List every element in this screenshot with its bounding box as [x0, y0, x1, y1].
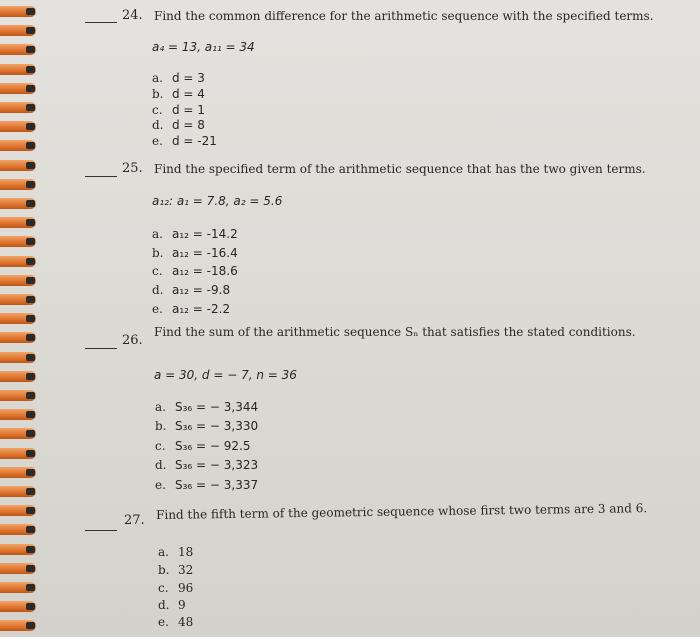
- binding-hole: [26, 526, 35, 533]
- binding-hole: [26, 181, 35, 188]
- question-24-option-e[interactable]: [152, 134, 217, 148]
- option-letter: c.: [155, 439, 166, 453]
- question-26-option-e[interactable]: [155, 478, 258, 492]
- binding-hole: [26, 373, 35, 380]
- option-value: a₁₂ = -16.4: [172, 246, 238, 260]
- question-24-option-c[interactable]: [152, 103, 205, 117]
- question-27-text: Find the fifth term of the geometric sequence whose first two terms are 3 and 6.: [156, 501, 648, 522]
- question-25-option-d[interactable]: [152, 283, 230, 297]
- binding-hole: [26, 277, 35, 284]
- answer-blank-26[interactable]: [85, 348, 117, 349]
- option-letter: c.: [152, 103, 163, 117]
- question-26-given: a = 30, d = − 7, n = 36: [154, 368, 297, 382]
- question-26-number: 26.: [122, 333, 143, 348]
- spiral-binding: [0, 0, 42, 637]
- binding-hole: [26, 142, 35, 149]
- option-value: S₃₆ = − 3,323: [175, 458, 259, 472]
- option-value: S₃₆ = − 3,344: [175, 400, 259, 414]
- option-value: d = 3: [172, 71, 205, 85]
- binding-hole: [26, 315, 35, 322]
- binding-hole: [26, 354, 35, 361]
- question-25-option-e[interactable]: [152, 302, 230, 316]
- question-24-option-b[interactable]: [152, 87, 205, 101]
- binding-hole: [26, 8, 35, 15]
- answer-blank-25[interactable]: [85, 176, 117, 177]
- binding-hole: [26, 296, 35, 303]
- question-26-option-c[interactable]: [155, 439, 251, 453]
- option-letter: a.: [152, 71, 163, 85]
- option-letter: e.: [152, 134, 163, 148]
- question-27-option-d[interactable]: [158, 598, 186, 612]
- question-27-option-a[interactable]: [158, 545, 193, 559]
- option-value: a₁₂ = -9.8: [172, 283, 231, 297]
- question-24-given: a₄ = 13, a₁₁ = 34: [152, 40, 255, 54]
- option-letter: d.: [152, 283, 164, 297]
- question-27-option-b[interactable]: [158, 563, 193, 577]
- binding-hole: [26, 123, 35, 130]
- binding-hole: [26, 430, 35, 437]
- binding-hole: [26, 66, 35, 73]
- question-24-text: Find the common difference for the arithmetic sequence with the specified terms.: [154, 9, 654, 23]
- binding-hole: [26, 219, 35, 226]
- option-letter: b.: [158, 563, 170, 577]
- option-letter: e.: [152, 302, 163, 316]
- option-letter: a.: [155, 400, 166, 414]
- binding-hole: [26, 27, 35, 34]
- binding-hole: [26, 392, 35, 399]
- option-value: d = 4: [172, 87, 205, 101]
- binding-hole: [26, 85, 35, 92]
- question-26-option-a[interactable]: [155, 400, 258, 414]
- binding-hole: [26, 450, 35, 457]
- option-value: S₃₆ = − 3,330: [175, 419, 259, 433]
- question-25-number: 25.: [122, 161, 143, 176]
- option-value: a₁₂ = -18.6: [172, 264, 238, 278]
- question-27-option-c[interactable]: [158, 581, 193, 595]
- option-value: 48: [178, 615, 194, 629]
- option-letter: d.: [155, 458, 167, 472]
- binding-hole: [26, 603, 35, 610]
- option-letter: d.: [158, 598, 170, 612]
- binding-hole: [26, 488, 35, 495]
- binding-hole: [26, 469, 35, 476]
- binding-hole: [26, 565, 35, 572]
- option-letter: a.: [158, 545, 169, 559]
- answer-blank-27[interactable]: [85, 530, 117, 531]
- question-25-text: Find the specified term of the arithmetic sequence that has the two given terms.: [154, 162, 646, 176]
- question-26-text: Find the sum of the arithmetic sequence Sₙ that satisfies the stated conditions.: [154, 325, 636, 339]
- option-value: a₁₂ = -14.2: [172, 227, 238, 241]
- binding-hole: [26, 622, 35, 629]
- option-letter: c.: [158, 581, 169, 595]
- binding-hole: [26, 46, 35, 53]
- option-value: 9: [178, 598, 186, 612]
- binding-hole: [26, 200, 35, 207]
- binding-hole: [26, 546, 35, 553]
- option-letter: c.: [152, 264, 163, 278]
- option-letter: b.: [155, 419, 167, 433]
- binding-hole: [26, 507, 35, 514]
- question-26-option-b[interactable]: [155, 419, 258, 433]
- question-24-option-a[interactable]: [152, 71, 205, 85]
- option-value: d = -21: [172, 134, 217, 148]
- option-value: S₃₆ = − 92.5: [175, 439, 251, 453]
- question-24-number: 24.: [122, 8, 143, 23]
- question-25-option-a[interactable]: [152, 227, 238, 241]
- question-25-given: a₁₂: a₁ = 7.8, a₂ = 5.6: [152, 194, 283, 208]
- question-26-option-d[interactable]: [155, 458, 258, 472]
- binding-hole: [26, 238, 35, 245]
- option-letter: b.: [152, 87, 164, 101]
- option-letter: b.: [152, 246, 164, 260]
- option-value: 32: [178, 563, 194, 577]
- option-letter: d.: [152, 118, 164, 132]
- option-value: 18: [178, 545, 194, 559]
- option-value: a₁₂ = -2.2: [172, 302, 231, 316]
- binding-hole: [26, 162, 35, 169]
- question-27-option-e[interactable]: [158, 615, 193, 629]
- question-27-number: 27.: [124, 513, 145, 528]
- question-25-option-b[interactable]: [152, 246, 238, 260]
- question-24-option-d[interactable]: [152, 118, 205, 132]
- binding-hole: [26, 584, 35, 591]
- binding-hole: [26, 104, 35, 111]
- option-letter: a.: [152, 227, 163, 241]
- option-value: d = 8: [172, 118, 205, 132]
- binding-hole: [26, 334, 35, 341]
- answer-blank-24[interactable]: [85, 22, 117, 23]
- question-25-option-c[interactable]: [152, 264, 238, 278]
- binding-hole: [26, 411, 35, 418]
- option-letter: e.: [155, 478, 166, 492]
- option-value: 96: [178, 581, 194, 595]
- option-letter: e.: [158, 615, 169, 629]
- binding-hole: [26, 258, 35, 265]
- option-value: S₃₆ = − 3,337: [175, 478, 259, 492]
- option-value: d = 1: [172, 103, 205, 117]
